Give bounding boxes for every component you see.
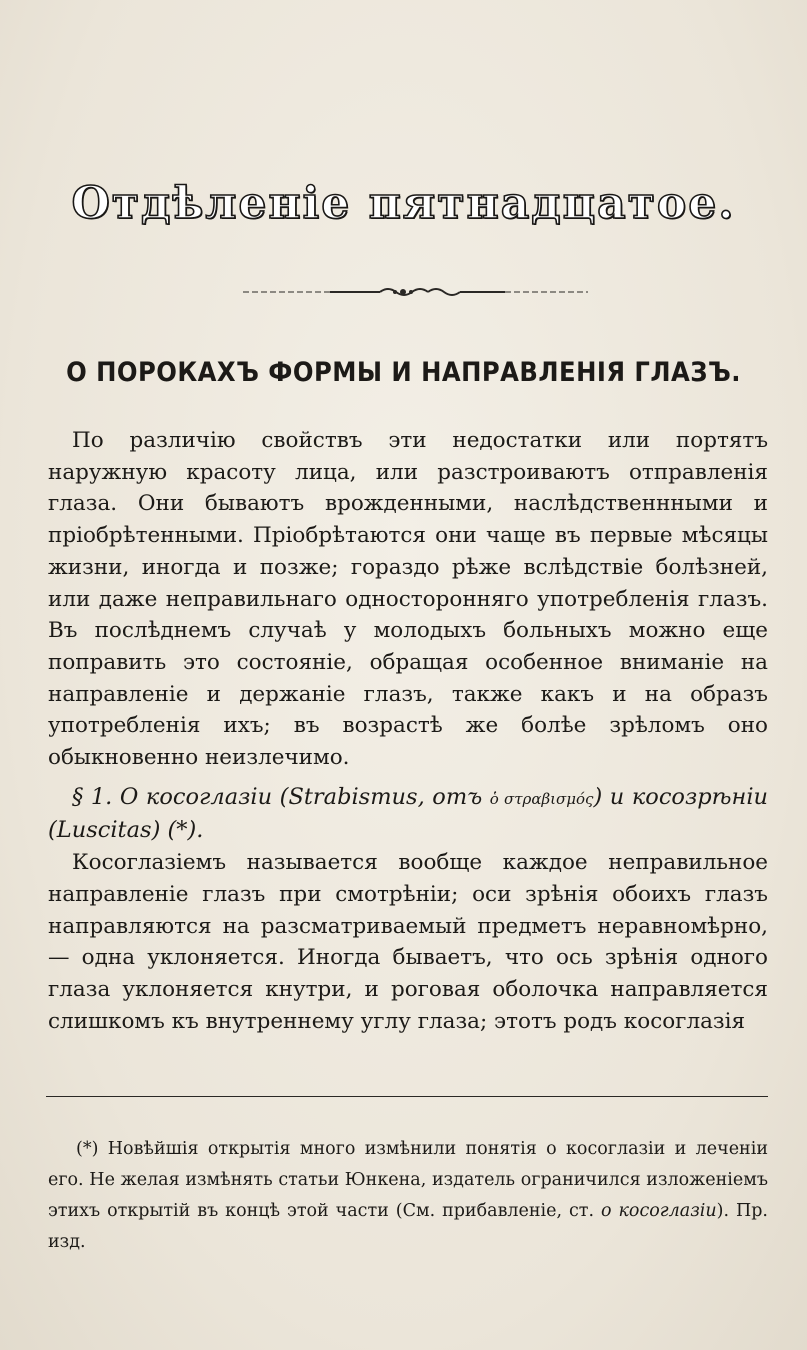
- latin-term-luscitas: Luscitas: [56, 817, 152, 844]
- latin-term-strabismus: Strabismus: [288, 783, 418, 810]
- ornament-divider-icon: [0, 280, 807, 304]
- section-title: Отдѣленіе пятнадцатое.: [71, 178, 736, 229]
- chapter-title: О ПОРОКАХЪ ФОРМЫ И НАПРАВЛЕНІЯ ГЛАЗЪ.: [66, 357, 741, 388]
- section-heading: [48, 782, 768, 847]
- section-heading-end: ) (*).: [151, 817, 204, 844]
- section-heading-start: О косоглазіи (: [119, 783, 289, 810]
- section-number: § 1.: [72, 783, 113, 810]
- footnote-mark: (*): [76, 1139, 99, 1159]
- from-word: , отъ: [417, 783, 483, 810]
- footnote-italic: о косоглазіи: [601, 1201, 717, 1221]
- intro-paragraph: По различію свойствъ эти недостатки или портятъ наружную красоту лица, или разстроиваютъ отправленія глаза. Они бываютъ врожденными, наслѣдственнными и пріобрѣтенными. Пріобрѣтаются они чаще въ первые мѣсяцы жизни, иногда и позже; гораздо рѣже вслѣдствіе болѣзней, или даже неправильнаго односторонняго употребленія глазъ. Въ послѣднемъ случаѣ у молодыхъ больныхъ можно еще поправить это состояніе, обращая особенное вниманіе на направленіе и держаніе глазъ, также какъ и на образъ употребленія ихъ; въ возрастѣ же болѣе зрѣломъ оно обыкновенно неизлечимо.: [48, 428, 768, 771]
- greek-term: ὁ στραβισμός: [489, 789, 594, 808]
- footnote-paragraph: [48, 1134, 768, 1258]
- footnote-text-start: Новѣйшія открытія много измѣнили понятія о косоглазіи и леченіи его. Не желая измѣнять статьи Юнкена, издатель ограничился изложеніемъ этихъ открытій въ концѣ этой части (См. прибавленіе, ст.: [48, 1139, 768, 1221]
- footnote: [48, 1134, 768, 1258]
- strabismus-paragraph: Косоглазіемъ называется вообще каждое неправильное направленіе глазъ при смотрѣніи; оси зрѣнія обоихъ глазъ направляются на разсматриваемый предметъ неравномѣрно,— одна уклоняется. Иногда бываетъ, что ось зрѣнія одного глаза уклоняется кнутри, и роговая оболочка направляется слишкомъ къ внутреннему углу глаза; этотъ родъ косоглазія: [48, 850, 768, 1034]
- footnote-rule: [46, 1096, 768, 1097]
- body-text: [48, 425, 768, 1037]
- footnote-text-end: ). Пр. изд.: [48, 1201, 768, 1252]
- section-heading-mid: ) и косозрѣніи (: [48, 783, 769, 844]
